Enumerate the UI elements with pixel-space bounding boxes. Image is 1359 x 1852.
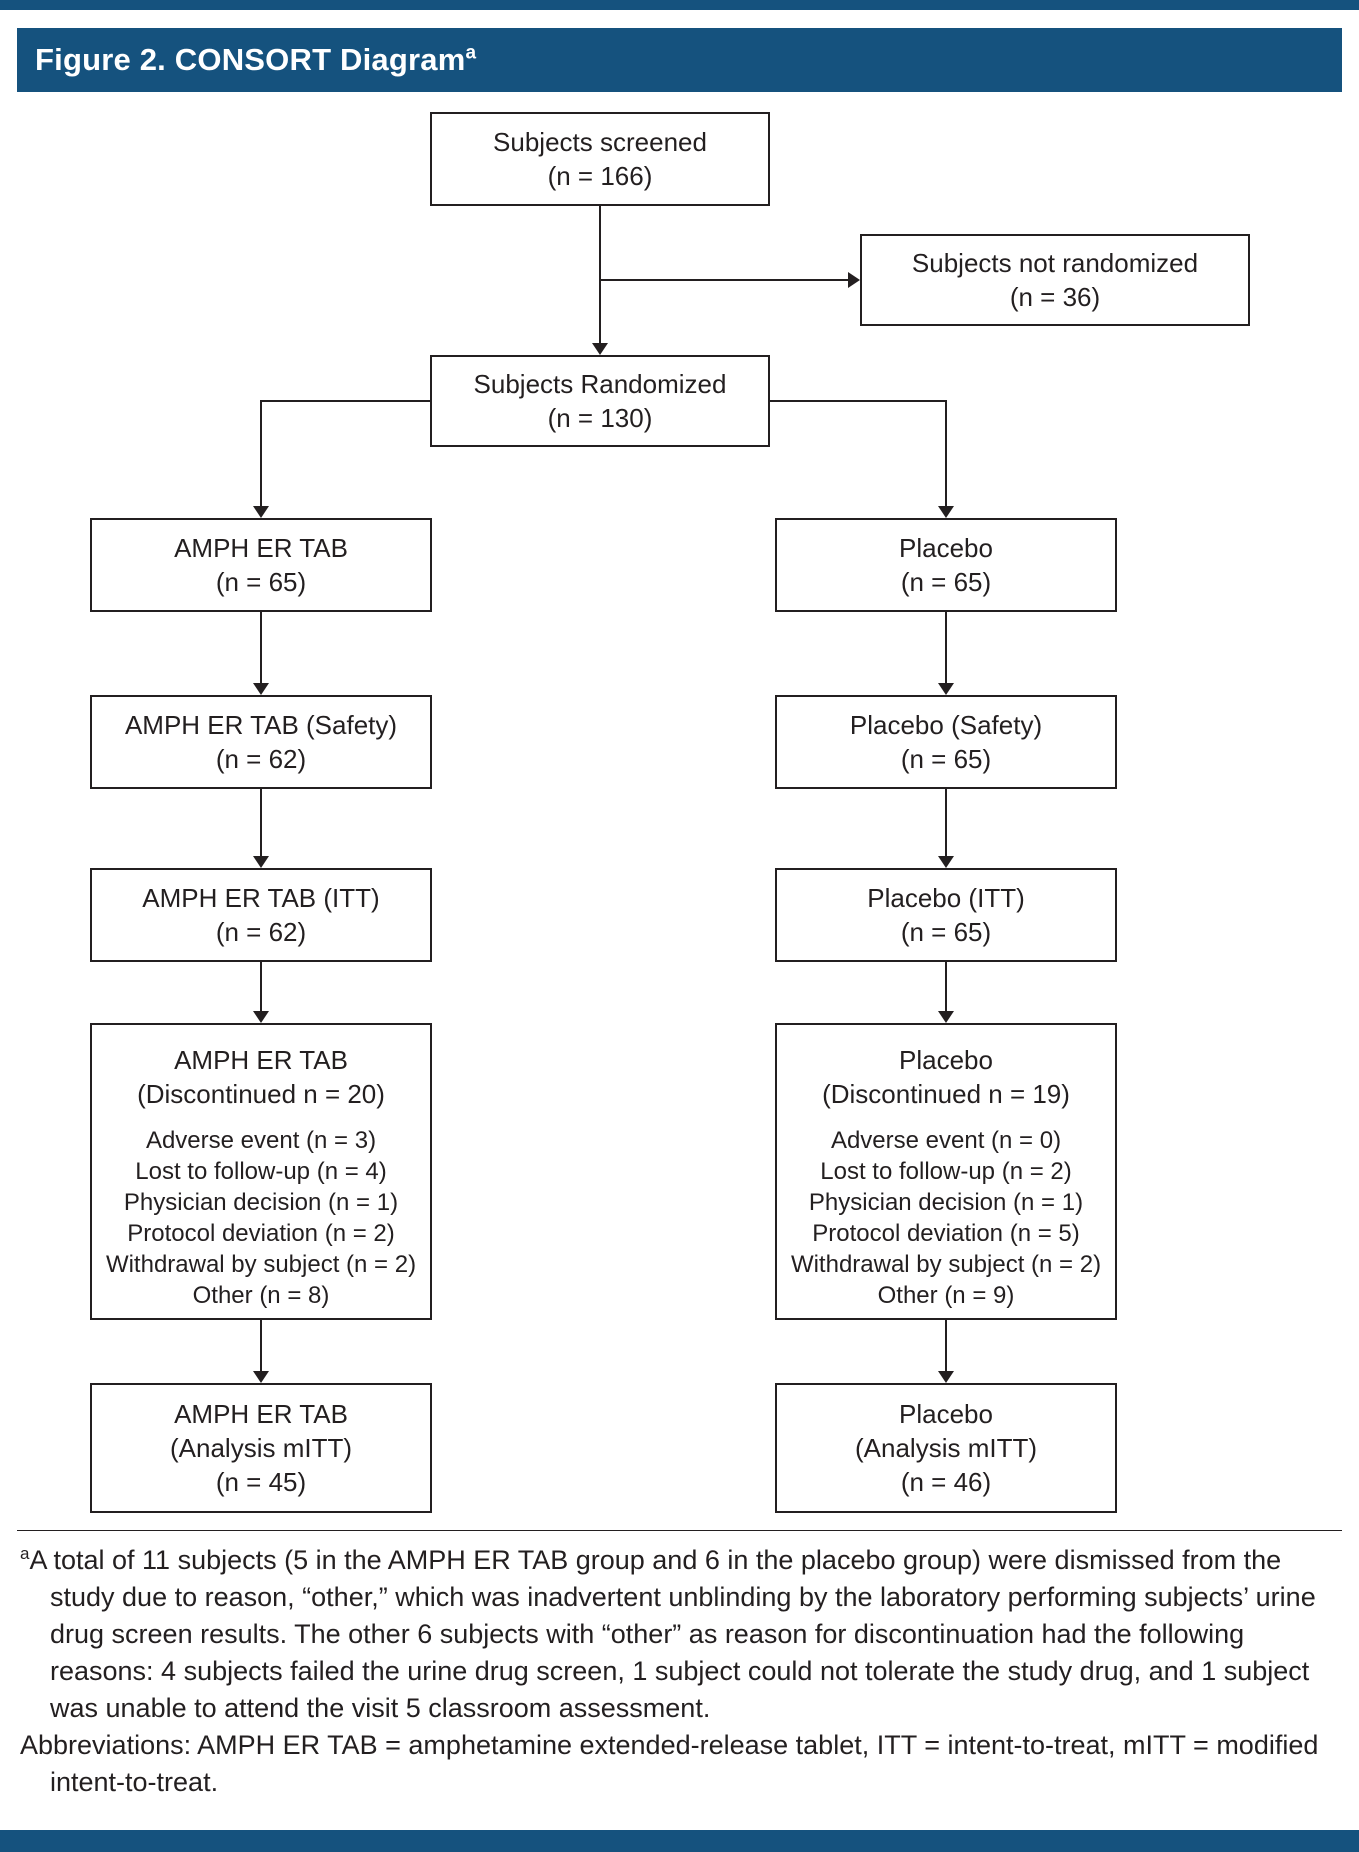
- figure-title: [35, 42, 476, 78]
- reason-item: Physician decision (n = 1): [123, 1189, 399, 1216]
- box-line: Subjects screened: [493, 127, 707, 157]
- connector-split-right-horizontal: [770, 400, 947, 402]
- top-accent-strip: [0, 0, 1359, 10]
- connector-placebo-discontinued-to-analysis: [945, 1320, 947, 1371]
- connector-placebo-group-to-safety: [945, 612, 947, 683]
- box-line: Placebo (Safety): [849, 710, 1043, 740]
- connector-amph-group-to-safety: [260, 612, 262, 683]
- arrowhead-into-amph-itt: [253, 856, 269, 868]
- box-placebo-discontinued: [775, 1023, 1117, 1320]
- bottom-accent-strip: [0, 1830, 1359, 1852]
- reason-item: Protocol deviation (n = 5): [812, 1220, 1080, 1247]
- box-amph-discontinued: [90, 1023, 432, 1320]
- box-placebo-safety: [775, 695, 1117, 789]
- connector-split-left-horizontal: [260, 400, 430, 402]
- box-line: (n = 36): [1009, 282, 1101, 312]
- box-placebo-itt: [775, 868, 1117, 962]
- placebo-discontinue-reasons: [791, 1125, 1101, 1311]
- reason-item: Other (n = 9): [877, 1282, 1015, 1309]
- arrowhead-into-placebo-group: [938, 506, 954, 518]
- arrowhead-into-not-randomized: [848, 272, 860, 288]
- arrowhead-into-placebo-safety: [938, 683, 954, 695]
- connector-placebo-itt-to-discontinued: [945, 962, 947, 1011]
- box-line: AMPH ER TAB (ITT): [142, 883, 380, 913]
- box-line: (n = 130): [547, 403, 653, 433]
- box-line: Placebo: [899, 1399, 993, 1429]
- reason-item: Protocol deviation (n = 2): [127, 1220, 395, 1247]
- box-line: (n = 65): [900, 567, 992, 597]
- amph-discontinue-reasons: [106, 1125, 416, 1311]
- box-line: AMPH ER TAB: [174, 1045, 348, 1075]
- reason-item: Lost to follow-up (n = 4): [135, 1158, 387, 1185]
- box-line: (n = 45): [215, 1467, 307, 1497]
- box-line: Placebo: [899, 533, 993, 563]
- arrowhead-into-placebo-discontinued: [938, 1011, 954, 1023]
- arrowhead-into-amph-analysis: [253, 1371, 269, 1383]
- connector-screened-to-randomized: [599, 206, 601, 343]
- arrowhead-into-placebo-itt: [938, 856, 954, 868]
- reason-item: Physician decision (n = 1): [808, 1189, 1084, 1216]
- abbreviations-text: Abbreviations: AMPH ER TAB = amphetamine extended-release tablet, ITT = intent-to-treat, mITT = modified intent-to-treat.: [20, 1730, 1319, 1797]
- box-line: Subjects not randomized: [911, 248, 1199, 278]
- connector-split-right-vertical: [945, 400, 947, 506]
- box-line: AMPH ER TAB: [174, 1399, 348, 1429]
- box-line: (Analysis mITT): [170, 1433, 352, 1463]
- arrowhead-into-amph-discontinued: [253, 1011, 269, 1023]
- box-line: (n = 65): [215, 567, 307, 597]
- connector-amph-discontinued-to-analysis: [260, 1320, 262, 1371]
- figure-title-bar: [17, 28, 1342, 92]
- box-line: (n = 62): [215, 917, 307, 947]
- box-line: (n = 65): [900, 744, 992, 774]
- arrowhead-into-placebo-analysis: [938, 1371, 954, 1383]
- box-line: AMPH ER TAB: [174, 533, 348, 563]
- connector-to-not-randomized: [599, 279, 848, 281]
- footnote: [20, 1542, 1342, 1801]
- box-placebo-group: [775, 518, 1117, 612]
- box-line: (Analysis mITT): [855, 1433, 1037, 1463]
- reason-item: Withdrawal by subject (n = 2): [790, 1251, 1102, 1278]
- box-line: Subjects Randomized: [473, 369, 727, 399]
- box-line: (n = 166): [547, 161, 653, 191]
- box-line: Placebo: [899, 1045, 993, 1075]
- reason-item: Lost to follow-up (n = 2): [820, 1158, 1072, 1185]
- box-line: (Discontinued n = 19): [822, 1079, 1070, 1109]
- box-amph-analysis: [90, 1383, 432, 1513]
- reason-item: Adverse event (n = 0): [830, 1127, 1062, 1154]
- box-line: (n = 46): [900, 1467, 992, 1497]
- arrowhead-into-randomized: [592, 343, 608, 355]
- connector-split-left-vertical: [260, 400, 262, 506]
- box-line: (n = 65): [900, 917, 992, 947]
- box-amph-itt: [90, 868, 432, 962]
- box-amph-group: [90, 518, 432, 612]
- figure-title-text: Figure 2. CONSORT Diagram: [35, 42, 466, 77]
- reason-item: Other (n = 8): [192, 1282, 330, 1309]
- box-line: AMPH ER TAB (Safety): [124, 710, 398, 740]
- connector-amph-safety-to-itt: [260, 789, 262, 856]
- footnote-paragraph: [20, 1542, 1342, 1727]
- box-subjects-randomized: [430, 355, 770, 447]
- footnote-marker: a: [20, 1544, 30, 1563]
- footnote-text: A total of 11 subjects (5 in the AMPH ER TAB group and 6 in the placebo group) were dismissed from the study due to reason, “other,” which was inadvertent unblinding by the laboratory performing subjects’ urine drug screen results. The other 6 subjects with “other” as reason for discontinuation had the following reasons: 4 subjects failed the urine drug screen, 1 subject could not tolerate the study drug, and 1 subject was unable to attend the visit 5 classroom assessment.: [29, 1545, 1316, 1723]
- arrowhead-into-amph-group: [253, 506, 269, 518]
- box-line: Placebo (ITT): [867, 883, 1025, 913]
- box-subjects-screened: [430, 112, 770, 206]
- box-placebo-analysis: [775, 1383, 1117, 1513]
- abbreviations-paragraph: [20, 1727, 1342, 1801]
- arrowhead-into-amph-safety: [253, 683, 269, 695]
- box-subjects-not-randomized: [860, 234, 1250, 326]
- connector-placebo-safety-to-itt: [945, 789, 947, 856]
- box-amph-safety: [90, 695, 432, 789]
- reason-item: Withdrawal by subject (n = 2): [105, 1251, 417, 1278]
- box-line: (Discontinued n = 20): [137, 1079, 385, 1109]
- connector-amph-itt-to-discontinued: [260, 962, 262, 1011]
- figure-title-superscript: a: [465, 42, 477, 64]
- box-line: (n = 62): [215, 744, 307, 774]
- reason-item: Adverse event (n = 3): [145, 1127, 377, 1154]
- footnote-divider: [17, 1530, 1342, 1531]
